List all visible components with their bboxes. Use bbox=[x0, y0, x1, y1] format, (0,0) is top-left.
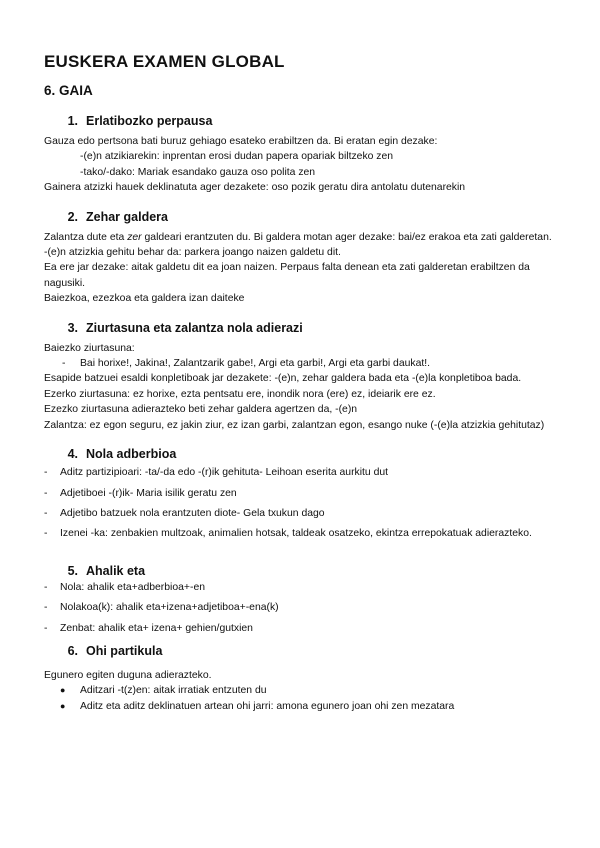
paragraph: -tako/-dako: Mariak esandako gauza oso polita zen bbox=[80, 166, 316, 178]
section-number: 5. bbox=[67, 563, 78, 578]
dash-marker: - bbox=[44, 528, 48, 540]
section-number: 1. bbox=[67, 114, 78, 128]
section-number: 4. bbox=[67, 447, 78, 462]
bullet-marker: ● bbox=[60, 700, 66, 711]
paragraph: Zalantza: ez egon seguru, ez jakin ziur, ez izan garbi, zalantzan egon, esango nuke (-(e)la atzizkia gehitutaz) bbox=[44, 419, 545, 431]
section-3-heading bbox=[44, 321, 564, 335]
list-item bbox=[44, 621, 564, 636]
text-run: galdeari erantzuten du. Bi galdera motan ager dezake: bai/ez erakoa eta zati galderetan. bbox=[141, 231, 552, 243]
list-item bbox=[44, 486, 564, 501]
section-number: 2. bbox=[67, 209, 78, 224]
section-title: Erlatibozko perpausa bbox=[86, 114, 213, 128]
list-item-text: Adjetiboei -(r)ik- Maria isilik geratu zen bbox=[60, 487, 237, 499]
dash-marker: - bbox=[44, 581, 48, 593]
section-title: Ohi partikula bbox=[86, 643, 163, 658]
list-item bbox=[44, 600, 564, 615]
section-number: 6. bbox=[67, 643, 78, 658]
section-title: Zehar galdera bbox=[86, 209, 168, 224]
paragraph bbox=[44, 230, 564, 245]
italic-word: zer bbox=[127, 231, 142, 243]
list-item-text: Izenei -ka: zenbakien multzoak, animalien hotsak, taldeak osatzeko, ekintza errepokatuak adierazteko. bbox=[60, 528, 532, 540]
section-title: Ahalik eta bbox=[86, 563, 146, 578]
section-2-heading bbox=[44, 210, 564, 224]
section-number: 3. bbox=[67, 320, 78, 335]
list-item bbox=[44, 580, 564, 595]
section-5-heading bbox=[44, 564, 564, 578]
dash-marker: - bbox=[62, 358, 66, 370]
paragraph: Ea ere jar dezake: aitak galdetu dit ea joan naizen. Perpaus falta denean eta zati galderetan erabiltzen da nagusiki. bbox=[44, 262, 530, 289]
section-title: Nola adberbioa bbox=[86, 447, 177, 462]
paragraph: Ezerko ziurtasuna: ez horixe, ezta pentsatu ere, inondik nora (ere) ez, ideiarik ere ez. bbox=[44, 388, 436, 400]
paragraph: Egunero egiten duguna adierazteko. bbox=[44, 669, 212, 681]
list-item bbox=[44, 526, 564, 541]
document-subtitle: 6. GAIA bbox=[44, 83, 93, 98]
list-item-text: Nolakoa(k): ahalik eta+izena+adjetiboa+-ena(k) bbox=[60, 602, 279, 614]
dash-marker: - bbox=[44, 507, 48, 519]
section-1-heading bbox=[44, 114, 564, 128]
list-item-text: Bai horixe!, Jakina!, Zalantzarik gabe!, Argi eta garbi!, Argi eta garbi daukat!. bbox=[80, 358, 431, 370]
text-run: Zalantza dute eta bbox=[44, 231, 128, 243]
list-item bbox=[44, 465, 564, 480]
list-item-text: Nola: ahalik eta+adberbioa+-en bbox=[60, 581, 205, 593]
list-item-text: Zenbat: ahalik eta+ izena+ gehien/gutxien bbox=[60, 622, 253, 634]
list-item-text: Aditzari -t(z)en: aitak irratiak entzuten du bbox=[80, 685, 267, 697]
paragraph: Gauza edo pertsona bati buruz gehiago esateko erabiltzen da. Bi eratan egin dezake: bbox=[44, 136, 438, 147]
dash-marker: - bbox=[44, 602, 48, 614]
section-title: Ziurtasuna eta zalantza nola adierazi bbox=[86, 320, 303, 335]
dash-marker: - bbox=[44, 622, 48, 634]
paragraph: Baiezko ziurtasuna: bbox=[44, 342, 135, 354]
paragraph: -(e)n atzikiarekin: inprentan erosi dudan papera opariak biltzeko zen bbox=[80, 151, 394, 163]
list-item-text: Aditz partizipioari: -ta/-da edo -(r)ik gehituta- Leihoan eserita aurkitu dut bbox=[60, 467, 389, 479]
list-item-text: Adjetibo batzuek nola erantzuten diote- Gela txukun dago bbox=[60, 507, 325, 519]
paragraph: Esapide batzuei esaldi konpletiboak jar dezakete: -(e)n, zehar galdera bada eta -(e)la konpletiboa bada. bbox=[44, 373, 522, 385]
paragraph: Ezezko ziurtasuna adierazteko beti zehar galdera agertzen da, -(e)n bbox=[44, 404, 358, 416]
section-6-heading bbox=[44, 644, 564, 658]
paragraph: Baiezkoa, ezezkoa eta galdera izan daiteke bbox=[44, 293, 245, 305]
list-item bbox=[44, 356, 564, 371]
paragraph: -(e)n atzizkia gehitu behar da: parkera joango naizen galdetu dit. bbox=[44, 247, 341, 259]
document-page bbox=[44, 52, 564, 714]
section-4-heading bbox=[44, 447, 564, 461]
dash-marker: - bbox=[44, 467, 48, 479]
list-item bbox=[44, 683, 564, 698]
list-item bbox=[44, 506, 564, 521]
paragraph: Gainera atzizki hauek deklinatuta ager dezakete: oso pozik geratu dira antolatu dutenarekin bbox=[44, 182, 466, 194]
document-title: EUSKERA EXAMEN GLOBAL bbox=[44, 52, 285, 71]
list-item bbox=[44, 699, 564, 714]
dash-marker: - bbox=[44, 487, 48, 499]
list-item-text: Aditz eta aditz deklinatuen artean ohi jarri: amona egunero joan ohi zen mezatara bbox=[80, 700, 455, 712]
bullet-marker: ● bbox=[60, 685, 66, 696]
